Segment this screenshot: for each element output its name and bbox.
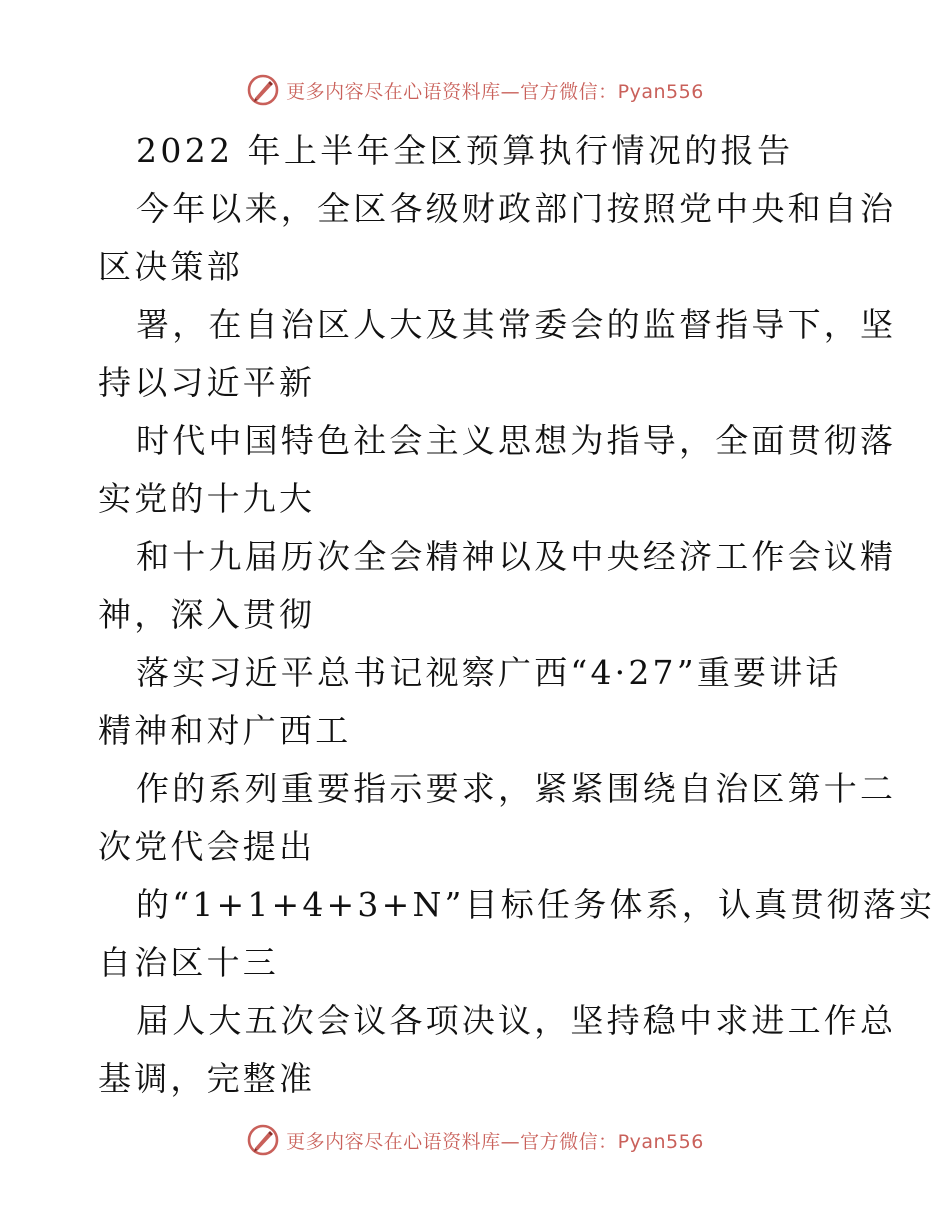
- watermark-text: 更多内容尽在心语资料库—官方微信：Pyan556: [286, 1130, 704, 1153]
- document-title: 2022 年上半年全区预算执行情况的报告: [136, 131, 794, 170]
- watermark-text: 更多内容尽在心语资料库—官方微信：Pyan556: [286, 80, 704, 103]
- paragraph-line: 持以习近平新: [98, 363, 316, 402]
- document-body: [98, 122, 936, 1108]
- paragraph-line: 神，深入贯彻: [98, 595, 316, 634]
- pen-logo-icon: [246, 73, 280, 107]
- watermark-group: [246, 1123, 704, 1157]
- paragraph-line: 基调，完整准: [98, 1059, 316, 1098]
- paragraph-line: 时代中国特色社会主义思想为指导，全面贯彻落: [136, 421, 897, 460]
- watermark-group: [246, 73, 704, 107]
- paragraph-line: 实党的十九大: [98, 479, 316, 518]
- pen-logo-icon: [246, 1123, 280, 1157]
- header-watermark: [0, 70, 950, 110]
- paragraph-line: 自治区十三: [98, 943, 279, 982]
- paragraph-line: 精神和对广西工: [98, 711, 352, 750]
- paragraph-line: 落实习近平总书记视察广西“4·27”重要讲话: [136, 653, 842, 692]
- footer-watermark: [0, 1120, 950, 1160]
- paragraph-line: 区决策部: [98, 247, 243, 286]
- paragraph-line: 届人大五次会议各项决议，坚持稳中求进工作总: [136, 1001, 897, 1040]
- paragraph-line: 作的系列重要指示要求，紧紧围绕自治区第十二: [136, 769, 897, 808]
- paragraph-line: 次党代会提出: [98, 827, 316, 866]
- paragraph-line: 的“1+1+4+3+N”目标任务体系，认真贯彻落实: [136, 885, 936, 924]
- paragraph-line: 和十九届历次全会精神以及中央经济工作会议精: [136, 537, 897, 576]
- paragraph-line: 署，在自治区人大及其常委会的监督指导下，坚: [136, 305, 897, 344]
- paragraph-line: 今年以来，全区各级财政部门按照党中央和自治: [136, 189, 897, 228]
